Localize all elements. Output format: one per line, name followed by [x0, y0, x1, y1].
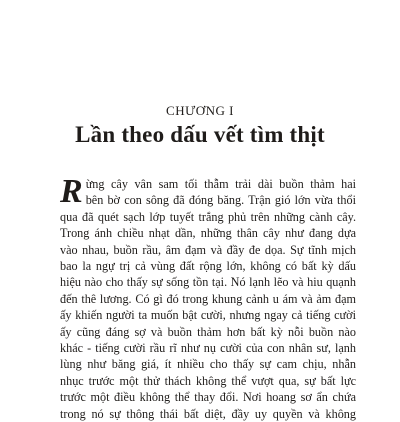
text-line: ấy cũng đáng sợ và buồn thảm hơn bất kỳ nỗi buồn nào: [60, 324, 356, 339]
text-line: nhục trước một thử thách không thể vượt qua, sự bất lực: [60, 373, 356, 388]
text-line: trong nó sự thông thái bất diệt, đầy uy quyền và không: [60, 406, 356, 421]
text-line: bên bờ con sông đã đóng băng. Trận gió lớn vừa thổi: [85, 193, 356, 208]
dropcap-letter: R: [60, 173, 83, 210]
chapter-title: Lần theo dấu vết tìm thịt: [75, 122, 325, 147]
body-paragraph: [60, 173, 356, 422]
text-line: khác - tiếng cười rầu rĩ như nụ cười của con nhân sư, lạnh: [60, 341, 356, 356]
text-line: ừng cây vân sam tối thẫm trải dài buồn thảm hai: [85, 177, 356, 191]
text-line: trước một điều không thể thay đổi. Nơi hoang sơ ẩn chứa: [60, 390, 356, 405]
text-line: lùng như băng giá, ít nhiều cho thấy sự cam chịu, nhẫn: [60, 357, 356, 372]
chapter-label: CHƯƠNG I: [166, 103, 234, 118]
text-line: vào nhau, buồn rầu, âm đạm và đầy đe dọa. Sự tĩnh mịch: [60, 242, 356, 257]
text-line: đến thê lương. Có gì đó trong khung cảnh u ám và ảm đạm: [60, 291, 356, 306]
text-line: qua đã quét sạch lớp tuyết trắng phủ trên những cành cây.: [60, 209, 356, 224]
text-line: ấy khiến người ta muốn bật cười, nhưng ngay cả tiếng cười: [60, 308, 356, 323]
text-line: hiệu nào cho thấy sự sống tồn tại. Nó lạnh lẽo và hiu quạnh: [60, 275, 356, 290]
text-line: Trong ánh chiều nhạt dần, những thân cây như đang dựa: [60, 226, 356, 241]
text-line: bao la ngự trị cả vùng đất rộng lớn, không có bất kỳ dấu: [60, 259, 356, 274]
